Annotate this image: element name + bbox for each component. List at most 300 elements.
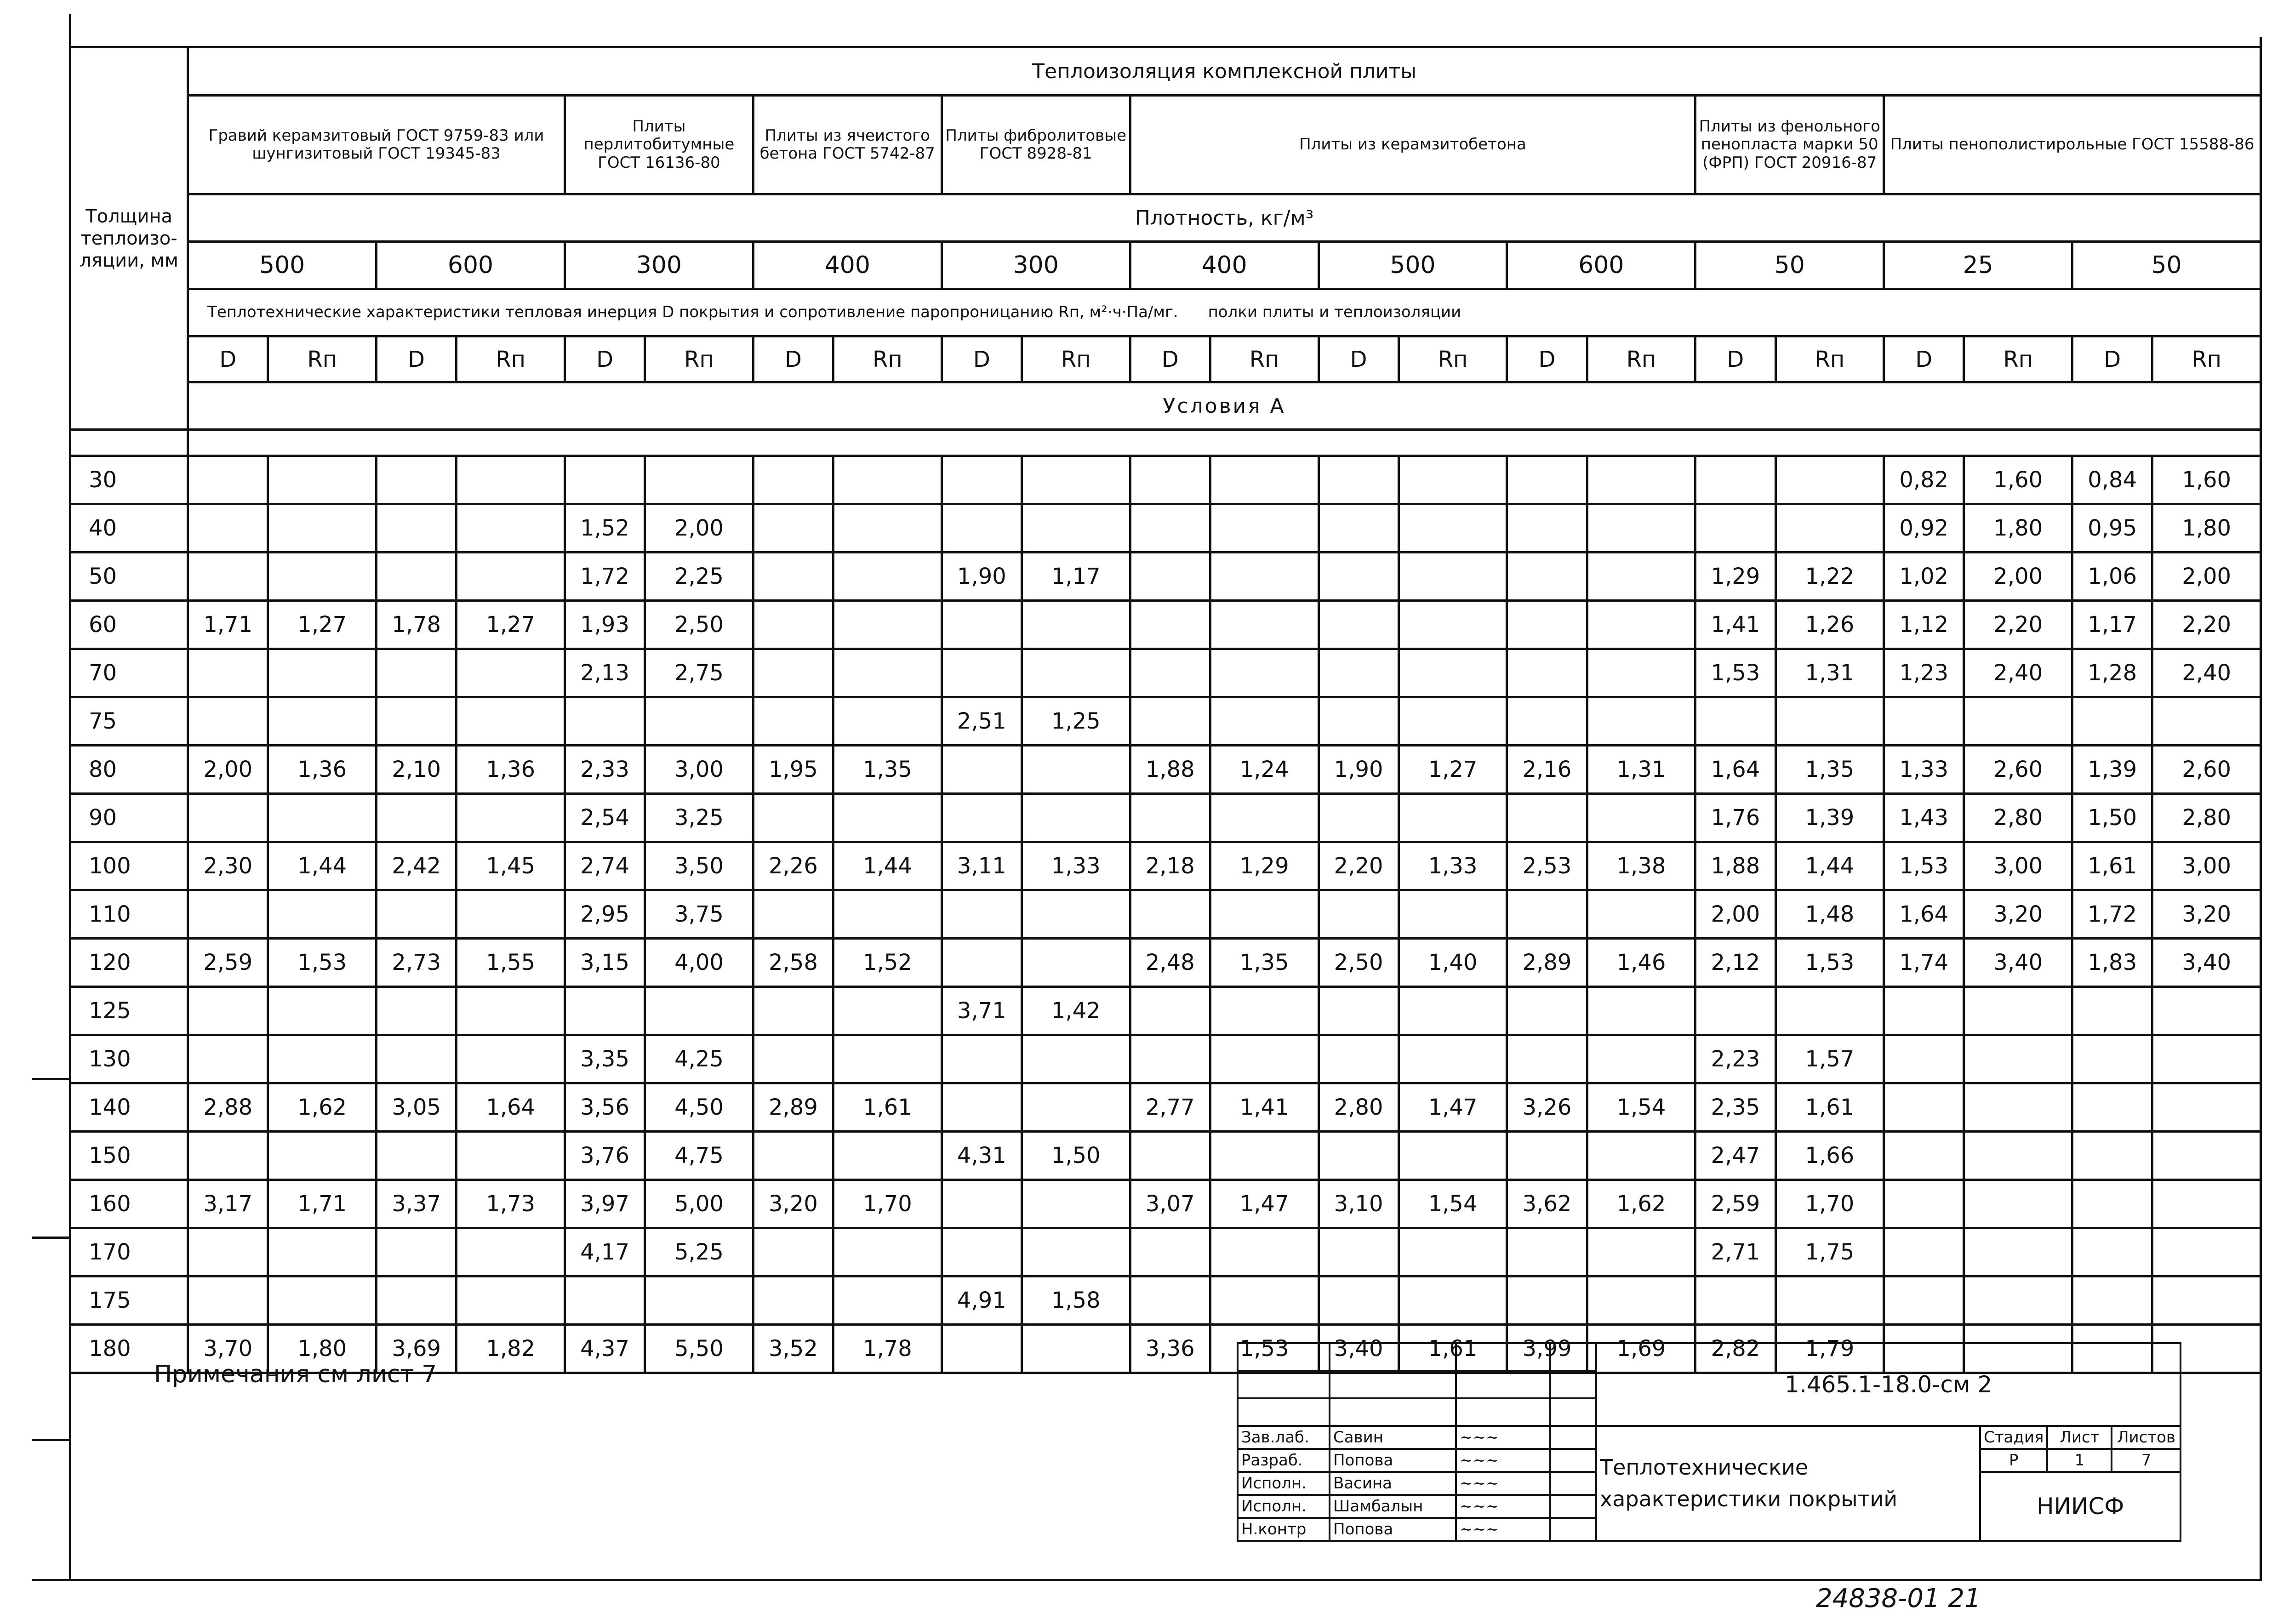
table-row (70, 1035, 2261, 1083)
rp-value-cell (1587, 1132, 1695, 1180)
d-value-cell: 2,71 (1695, 1228, 1775, 1276)
thickness-cell: 180 (70, 1325, 188, 1373)
col-d-header: D (377, 336, 457, 382)
d-value-cell: 2,89 (1507, 939, 1587, 987)
d-value-cell (2072, 1180, 2152, 1228)
rp-value-cell (1775, 456, 1884, 504)
d-value-cell: 2,95 (565, 890, 645, 939)
d-value-cell (188, 553, 268, 601)
d-value-cell: 2,10 (377, 746, 457, 794)
group-fibrolite: Плиты фибролитовые ГОСТ 8928-81 (942, 96, 1130, 194)
d-value-cell (1884, 1276, 1964, 1325)
rp-value-cell (1399, 601, 1507, 649)
d-value-cell (1319, 987, 1399, 1035)
d-value-cell (942, 1228, 1022, 1276)
rp-value-cell (1587, 456, 1695, 504)
rp-value-cell (1964, 1035, 2072, 1083)
d-value-cell: 3,52 (753, 1325, 833, 1373)
col-d-header: D (1319, 336, 1399, 382)
d-value-cell: 1,39 (2072, 746, 2152, 794)
rp-value-cell: 1,44 (1775, 842, 1884, 890)
d-value-cell: 1,53 (1884, 842, 1964, 890)
rp-value-cell (1210, 890, 1319, 939)
group-cellular-concrete: Плиты из ячеистого бетона ГОСТ 5742-87 (753, 96, 942, 194)
d-value-cell (1695, 1276, 1775, 1325)
role: Исполн. (1238, 1495, 1330, 1518)
rp-value-cell (1587, 649, 1695, 697)
d-value-cell (188, 890, 268, 939)
rp-value-cell: 1,31 (1587, 746, 1695, 794)
thickness-cell: 125 (70, 987, 188, 1035)
rp-value-cell (2152, 1276, 2261, 1325)
rp-value-cell (1210, 794, 1319, 842)
stamp-empty (1238, 1343, 1330, 1371)
d-value-cell (188, 1035, 268, 1083)
rp-value-cell: 1,78 (833, 1325, 942, 1373)
d-value-cell: 2,58 (753, 939, 833, 987)
rp-value-cell (268, 456, 377, 504)
d-value-cell (1319, 1276, 1399, 1325)
characteristics-suffix: полки плиты и теплоизоляции (1208, 303, 1461, 322)
rp-value-cell: 1,24 (1210, 746, 1319, 794)
rp-value-cell (268, 649, 377, 697)
d-value-cell: 2,00 (1695, 890, 1775, 939)
thickness-header: Толщина теплоизо-ляции, мм (70, 47, 188, 430)
rp-value-cell: 1,70 (833, 1180, 942, 1228)
rp-value-cell (1775, 987, 1884, 1035)
d-value-cell (2072, 1228, 2152, 1276)
thickness-cell: 80 (70, 746, 188, 794)
thickness-cell: 175 (70, 1276, 188, 1325)
d-value-cell (188, 1228, 268, 1276)
rp-value-cell (833, 553, 942, 601)
sheet-label: Лист (2047, 1426, 2112, 1449)
col-d-header: D (942, 336, 1022, 382)
rp-value-cell: 4,50 (645, 1083, 753, 1132)
d-value-cell (1130, 553, 1210, 601)
rp-value-cell (268, 553, 377, 601)
rp-value-cell (1022, 649, 1130, 697)
d-value-cell (753, 1132, 833, 1180)
rp-value-cell: 1,35 (833, 746, 942, 794)
rp-value-cell: 1,27 (1399, 746, 1507, 794)
rp-value-cell (2152, 697, 2261, 746)
table-row (70, 890, 2261, 939)
d-value-cell: 1,29 (1695, 553, 1775, 601)
characteristics-text: Теплотехнические характеристики тепловая инерция D покрытия и сопротивление паропроницанию Rп, м²·ч·Па/мг. (207, 303, 1178, 322)
rp-value-cell: 2,25 (645, 553, 753, 601)
col-rp-header: Rп (1399, 336, 1507, 382)
d-value-cell: 1,12 (1884, 601, 1964, 649)
rp-value-cell: 1,52 (833, 939, 942, 987)
group-polystyrene: Плиты пенополистирольные ГОСТ 15588-86 (1884, 96, 2261, 194)
density-value: 50 (2072, 242, 2261, 289)
d-value-cell (753, 1035, 833, 1083)
d-value-cell (942, 1180, 1022, 1228)
d-value-cell: 1,23 (1884, 649, 1964, 697)
rp-value-cell: 5,00 (645, 1180, 753, 1228)
rp-value-cell (268, 504, 377, 553)
rp-value-cell (1210, 1228, 1319, 1276)
thickness-cell: 90 (70, 794, 188, 842)
rp-value-cell: 3,50 (645, 842, 753, 890)
d-value-cell: 3,62 (1507, 1180, 1587, 1228)
d-value-cell: 1,53 (1695, 649, 1775, 697)
rp-value-cell: 3,20 (1964, 890, 2072, 939)
rp-value-cell: 3,25 (645, 794, 753, 842)
rp-value-cell (1587, 1035, 1695, 1083)
rp-value-cell: 2,60 (1964, 746, 2072, 794)
d-value-cell: 2,59 (188, 939, 268, 987)
person-name: Попова (1330, 1518, 1456, 1541)
frame-left-tick-3 (32, 1439, 71, 1441)
rp-value-cell (457, 504, 565, 553)
density-label: Плотность, кг/м³ (188, 194, 2261, 242)
rp-value-cell (833, 890, 942, 939)
density-value: 300 (942, 242, 1130, 289)
rp-value-cell (833, 1035, 942, 1083)
rp-value-cell: 4,75 (645, 1132, 753, 1180)
rp-value-cell: 1,60 (1964, 456, 2072, 504)
rp-value-cell: 1,50 (1022, 1132, 1130, 1180)
rp-value-cell: 1,62 (268, 1083, 377, 1132)
d-value-cell: 0,92 (1884, 504, 1964, 553)
rp-value-cell (1587, 601, 1695, 649)
rp-value-cell: 2,75 (645, 649, 753, 697)
rp-value-cell (1964, 1180, 2072, 1228)
rp-value-cell (645, 987, 753, 1035)
rp-value-cell (1964, 697, 2072, 746)
d-value-cell (753, 794, 833, 842)
rp-value-cell: 1,29 (1210, 842, 1319, 890)
rp-value-cell: 1,35 (1210, 939, 1319, 987)
d-value-cell: 1,90 (942, 553, 1022, 601)
d-value-cell (188, 987, 268, 1035)
rp-value-cell (1587, 697, 1695, 746)
d-value-cell: 3,56 (565, 1083, 645, 1132)
rp-value-cell (1399, 1276, 1507, 1325)
stamp-empty (1550, 1472, 1596, 1495)
d-value-cell (1130, 456, 1210, 504)
rp-value-cell: 1,54 (1399, 1180, 1507, 1228)
d-value-cell (377, 1276, 457, 1325)
col-d-header: D (1884, 336, 1964, 382)
d-value-cell (1507, 794, 1587, 842)
d-value-cell: 2,59 (1695, 1180, 1775, 1228)
d-value-cell: 2,33 (565, 746, 645, 794)
d-value-cell (942, 890, 1022, 939)
spacer-row (70, 430, 2261, 456)
rp-value-cell (1022, 1180, 1130, 1228)
rp-value-cell (2152, 1180, 2261, 1228)
d-value-cell: 1,83 (2072, 939, 2152, 987)
d-value-cell (1884, 1228, 1964, 1276)
d-value-cell (753, 987, 833, 1035)
rp-value-cell (1022, 456, 1130, 504)
rp-value-cell: 1,75 (1775, 1228, 1884, 1276)
d-value-cell (2072, 1083, 2152, 1132)
d-value-cell (1319, 890, 1399, 939)
rp-value-cell: 1,80 (1964, 504, 2072, 553)
d-value-cell (753, 697, 833, 746)
rp-value-cell: 3,40 (2152, 939, 2261, 987)
density-value: 400 (753, 242, 942, 289)
stamp-empty (1330, 1371, 1456, 1398)
d-value-cell: 2,26 (753, 842, 833, 890)
thickness-cell: 110 (70, 890, 188, 939)
document-code: 1.465.1-18.0-см 2 (1596, 1343, 2181, 1426)
density-value: 500 (1319, 242, 1507, 289)
rp-value-cell: 2,60 (2152, 746, 2261, 794)
stamp-empty (1550, 1343, 1596, 1371)
table-row (70, 553, 2261, 601)
table-row (70, 794, 2261, 842)
rp-value-cell (1210, 601, 1319, 649)
d-value-cell (1319, 1228, 1399, 1276)
col-d-header: D (188, 336, 268, 382)
stamp-empty (1456, 1343, 1550, 1371)
d-value-cell (942, 601, 1022, 649)
col-rp-header: Rп (1775, 336, 1884, 382)
table-body (70, 456, 2261, 1373)
rp-value-cell (1022, 1228, 1130, 1276)
d-value-cell: 3,99 (1507, 1325, 1587, 1373)
d-value-cell (1130, 987, 1210, 1035)
rp-value-cell: 1,26 (1775, 601, 1884, 649)
rp-value-cell: 1,25 (1022, 697, 1130, 746)
d-value-cell: 3,97 (565, 1180, 645, 1228)
person-name: Васина (1330, 1472, 1456, 1495)
rp-value-cell (268, 890, 377, 939)
col-rp-header: Rп (1210, 336, 1319, 382)
sheet-title: Теплотехнические характеристики покрытий (1596, 1426, 1980, 1541)
rp-value-cell: 1,82 (457, 1325, 565, 1373)
d-value-cell (942, 456, 1022, 504)
stamp-empty (1550, 1371, 1596, 1398)
conditions-label: Условия А (188, 382, 2261, 430)
col-rp-header: Rп (1022, 336, 1130, 382)
rp-value-cell (833, 987, 942, 1035)
d-value-cell: 1,41 (1695, 601, 1775, 649)
table-row (70, 697, 2261, 746)
group-gravel: Гравий керамзитовый ГОСТ 9759-83 или шунгизитовый ГОСТ 19345-83 (188, 96, 565, 194)
d-value-cell (1884, 697, 1964, 746)
rp-value-cell: 1,17 (1022, 553, 1130, 601)
stage-value: Р (1980, 1449, 2047, 1472)
rp-value-cell (1399, 987, 1507, 1035)
d-value-cell: 1,76 (1695, 794, 1775, 842)
rp-value-cell (1210, 987, 1319, 1035)
d-value-cell (1507, 504, 1587, 553)
rp-value-cell (1210, 1035, 1319, 1083)
thickness-cell: 130 (70, 1035, 188, 1083)
frame-left-tick-2 (32, 1237, 71, 1239)
d-value-cell: 1,52 (565, 504, 645, 553)
rp-value-cell (1210, 553, 1319, 601)
d-value-cell (753, 601, 833, 649)
d-rp-header-row (70, 336, 2261, 382)
d-value-cell (753, 649, 833, 697)
rp-value-cell: 2,00 (2152, 553, 2261, 601)
d-value-cell (1695, 504, 1775, 553)
stamp-empty (1238, 1398, 1330, 1426)
d-value-cell: 1,93 (565, 601, 645, 649)
stamp-empty (1550, 1398, 1596, 1426)
rp-value-cell: 1,40 (1399, 939, 1507, 987)
d-value-cell: 1,90 (1319, 746, 1399, 794)
col-d-header: D (1507, 336, 1587, 382)
rp-value-cell: 1,47 (1210, 1180, 1319, 1228)
rp-value-cell: 1,27 (268, 601, 377, 649)
d-value-cell (1507, 987, 1587, 1035)
signature: ~~~ (1456, 1449, 1550, 1472)
rp-value-cell: 1,55 (457, 939, 565, 987)
d-value-cell: 1,88 (1130, 746, 1210, 794)
role: Зав.лаб. (1238, 1426, 1330, 1449)
d-value-cell: 2,30 (188, 842, 268, 890)
organization: НИИСФ (1980, 1472, 2181, 1541)
d-value-cell (1884, 1035, 1964, 1083)
d-value-cell: 4,17 (565, 1228, 645, 1276)
d-value-cell: 2,82 (1695, 1325, 1775, 1373)
table-row (70, 456, 2261, 504)
d-value-cell (565, 456, 645, 504)
rp-value-cell: 2,80 (2152, 794, 2261, 842)
d-value-cell: 2,23 (1695, 1035, 1775, 1083)
rp-value-cell (457, 697, 565, 746)
d-value-cell: 0,95 (2072, 504, 2152, 553)
stamp-empty (1550, 1449, 1596, 1472)
d-value-cell (1130, 1228, 1210, 1276)
d-value-cell (2072, 697, 2152, 746)
d-value-cell (1507, 456, 1587, 504)
rp-value-cell: 3,20 (2152, 890, 2261, 939)
rp-value-cell (457, 456, 565, 504)
sheet-value: 1 (2047, 1449, 2112, 1472)
table-row (70, 601, 2261, 649)
spacer-cell (70, 430, 188, 456)
rp-value-cell (2152, 1132, 2261, 1180)
thermal-characteristics-table (69, 46, 2262, 1447)
d-value-cell: 2,16 (1507, 746, 1587, 794)
rp-value-cell: 1,42 (1022, 987, 1130, 1035)
table-row (70, 649, 2261, 697)
d-value-cell (565, 697, 645, 746)
rp-value-cell (1399, 890, 1507, 939)
rp-value-cell: 1,71 (268, 1180, 377, 1228)
col-rp-header: Rп (833, 336, 942, 382)
rp-value-cell (1022, 939, 1130, 987)
rp-value-cell: 4,25 (645, 1035, 753, 1083)
thickness-cell: 75 (70, 697, 188, 746)
d-value-cell (1507, 890, 1587, 939)
rp-value-cell: 1,80 (2152, 504, 2261, 553)
d-value-cell: 2,47 (1695, 1132, 1775, 1180)
d-value-cell: 1,88 (1695, 842, 1775, 890)
rp-value-cell (1587, 553, 1695, 601)
stamp-empty (1550, 1518, 1596, 1541)
d-value-cell: 2,80 (1319, 1083, 1399, 1132)
rp-value-cell (457, 553, 565, 601)
rp-value-cell (457, 1132, 565, 1180)
d-value-cell (1507, 1276, 1587, 1325)
rp-value-cell: 1,48 (1775, 890, 1884, 939)
thickness-cell: 140 (70, 1083, 188, 1132)
stamp-empty (1550, 1495, 1596, 1518)
d-value-cell: 2,74 (565, 842, 645, 890)
thickness-cell: 120 (70, 939, 188, 987)
person-name: Савин (1330, 1426, 1456, 1449)
thickness-cell: 160 (70, 1180, 188, 1228)
d-value-cell: 3,70 (188, 1325, 268, 1373)
d-value-cell: 3,71 (942, 987, 1022, 1035)
rp-value-cell (1399, 1132, 1507, 1180)
col-rp-header: Rп (645, 336, 753, 382)
rp-value-cell (268, 1276, 377, 1325)
d-value-cell: 3,26 (1507, 1083, 1587, 1132)
rp-value-cell (268, 1132, 377, 1180)
rp-value-cell (1964, 1083, 2072, 1132)
d-value-cell (1319, 553, 1399, 601)
d-value-cell (942, 939, 1022, 987)
frame-bottom-line (32, 1579, 2262, 1581)
d-value-cell (1130, 649, 1210, 697)
d-value-cell (1130, 601, 1210, 649)
d-value-cell: 3,36 (1130, 1325, 1210, 1373)
rp-value-cell: 2,40 (1964, 649, 2072, 697)
rp-value-cell (1587, 987, 1695, 1035)
d-value-cell (1130, 794, 1210, 842)
rp-value-cell (1210, 1132, 1319, 1180)
d-value-cell (2072, 1035, 2152, 1083)
rp-value-cell: 1,70 (1775, 1180, 1884, 1228)
d-value-cell: 2,42 (377, 842, 457, 890)
rp-value-cell (833, 504, 942, 553)
d-value-cell (1130, 890, 1210, 939)
rp-value-cell: 1,44 (833, 842, 942, 890)
density-value: 500 (188, 242, 377, 289)
d-value-cell (377, 890, 457, 939)
rp-value-cell: 1,79 (1775, 1325, 1884, 1373)
table-row (70, 842, 2261, 890)
col-rp-header: Rп (1964, 336, 2072, 382)
d-value-cell (1319, 1132, 1399, 1180)
d-value-cell: 1,17 (2072, 601, 2152, 649)
d-value-cell: 2,00 (188, 746, 268, 794)
d-value-cell: 1,78 (377, 601, 457, 649)
d-value-cell (377, 649, 457, 697)
d-value-cell: 2,73 (377, 939, 457, 987)
density-value: 50 (1695, 242, 1884, 289)
title-block (1237, 1342, 2181, 1542)
rp-value-cell: 1,44 (268, 842, 377, 890)
stamp-empty (1456, 1371, 1550, 1398)
rp-value-cell (833, 601, 942, 649)
d-value-cell: 3,20 (753, 1180, 833, 1228)
d-value-cell (1130, 1132, 1210, 1180)
rp-value-cell: 1,38 (1587, 842, 1695, 890)
d-value-cell: 1,64 (1695, 746, 1775, 794)
rp-value-cell: 1,46 (1587, 939, 1695, 987)
rp-value-cell (1022, 1325, 1130, 1373)
rp-value-cell (1587, 1276, 1695, 1325)
person-name: Попова (1330, 1449, 1456, 1472)
d-value-cell: 1,28 (2072, 649, 2152, 697)
col-d-header: D (1695, 336, 1775, 382)
d-value-cell (2072, 1276, 2152, 1325)
rp-value-cell (1775, 697, 1884, 746)
rp-value-cell: 1,60 (2152, 456, 2261, 504)
